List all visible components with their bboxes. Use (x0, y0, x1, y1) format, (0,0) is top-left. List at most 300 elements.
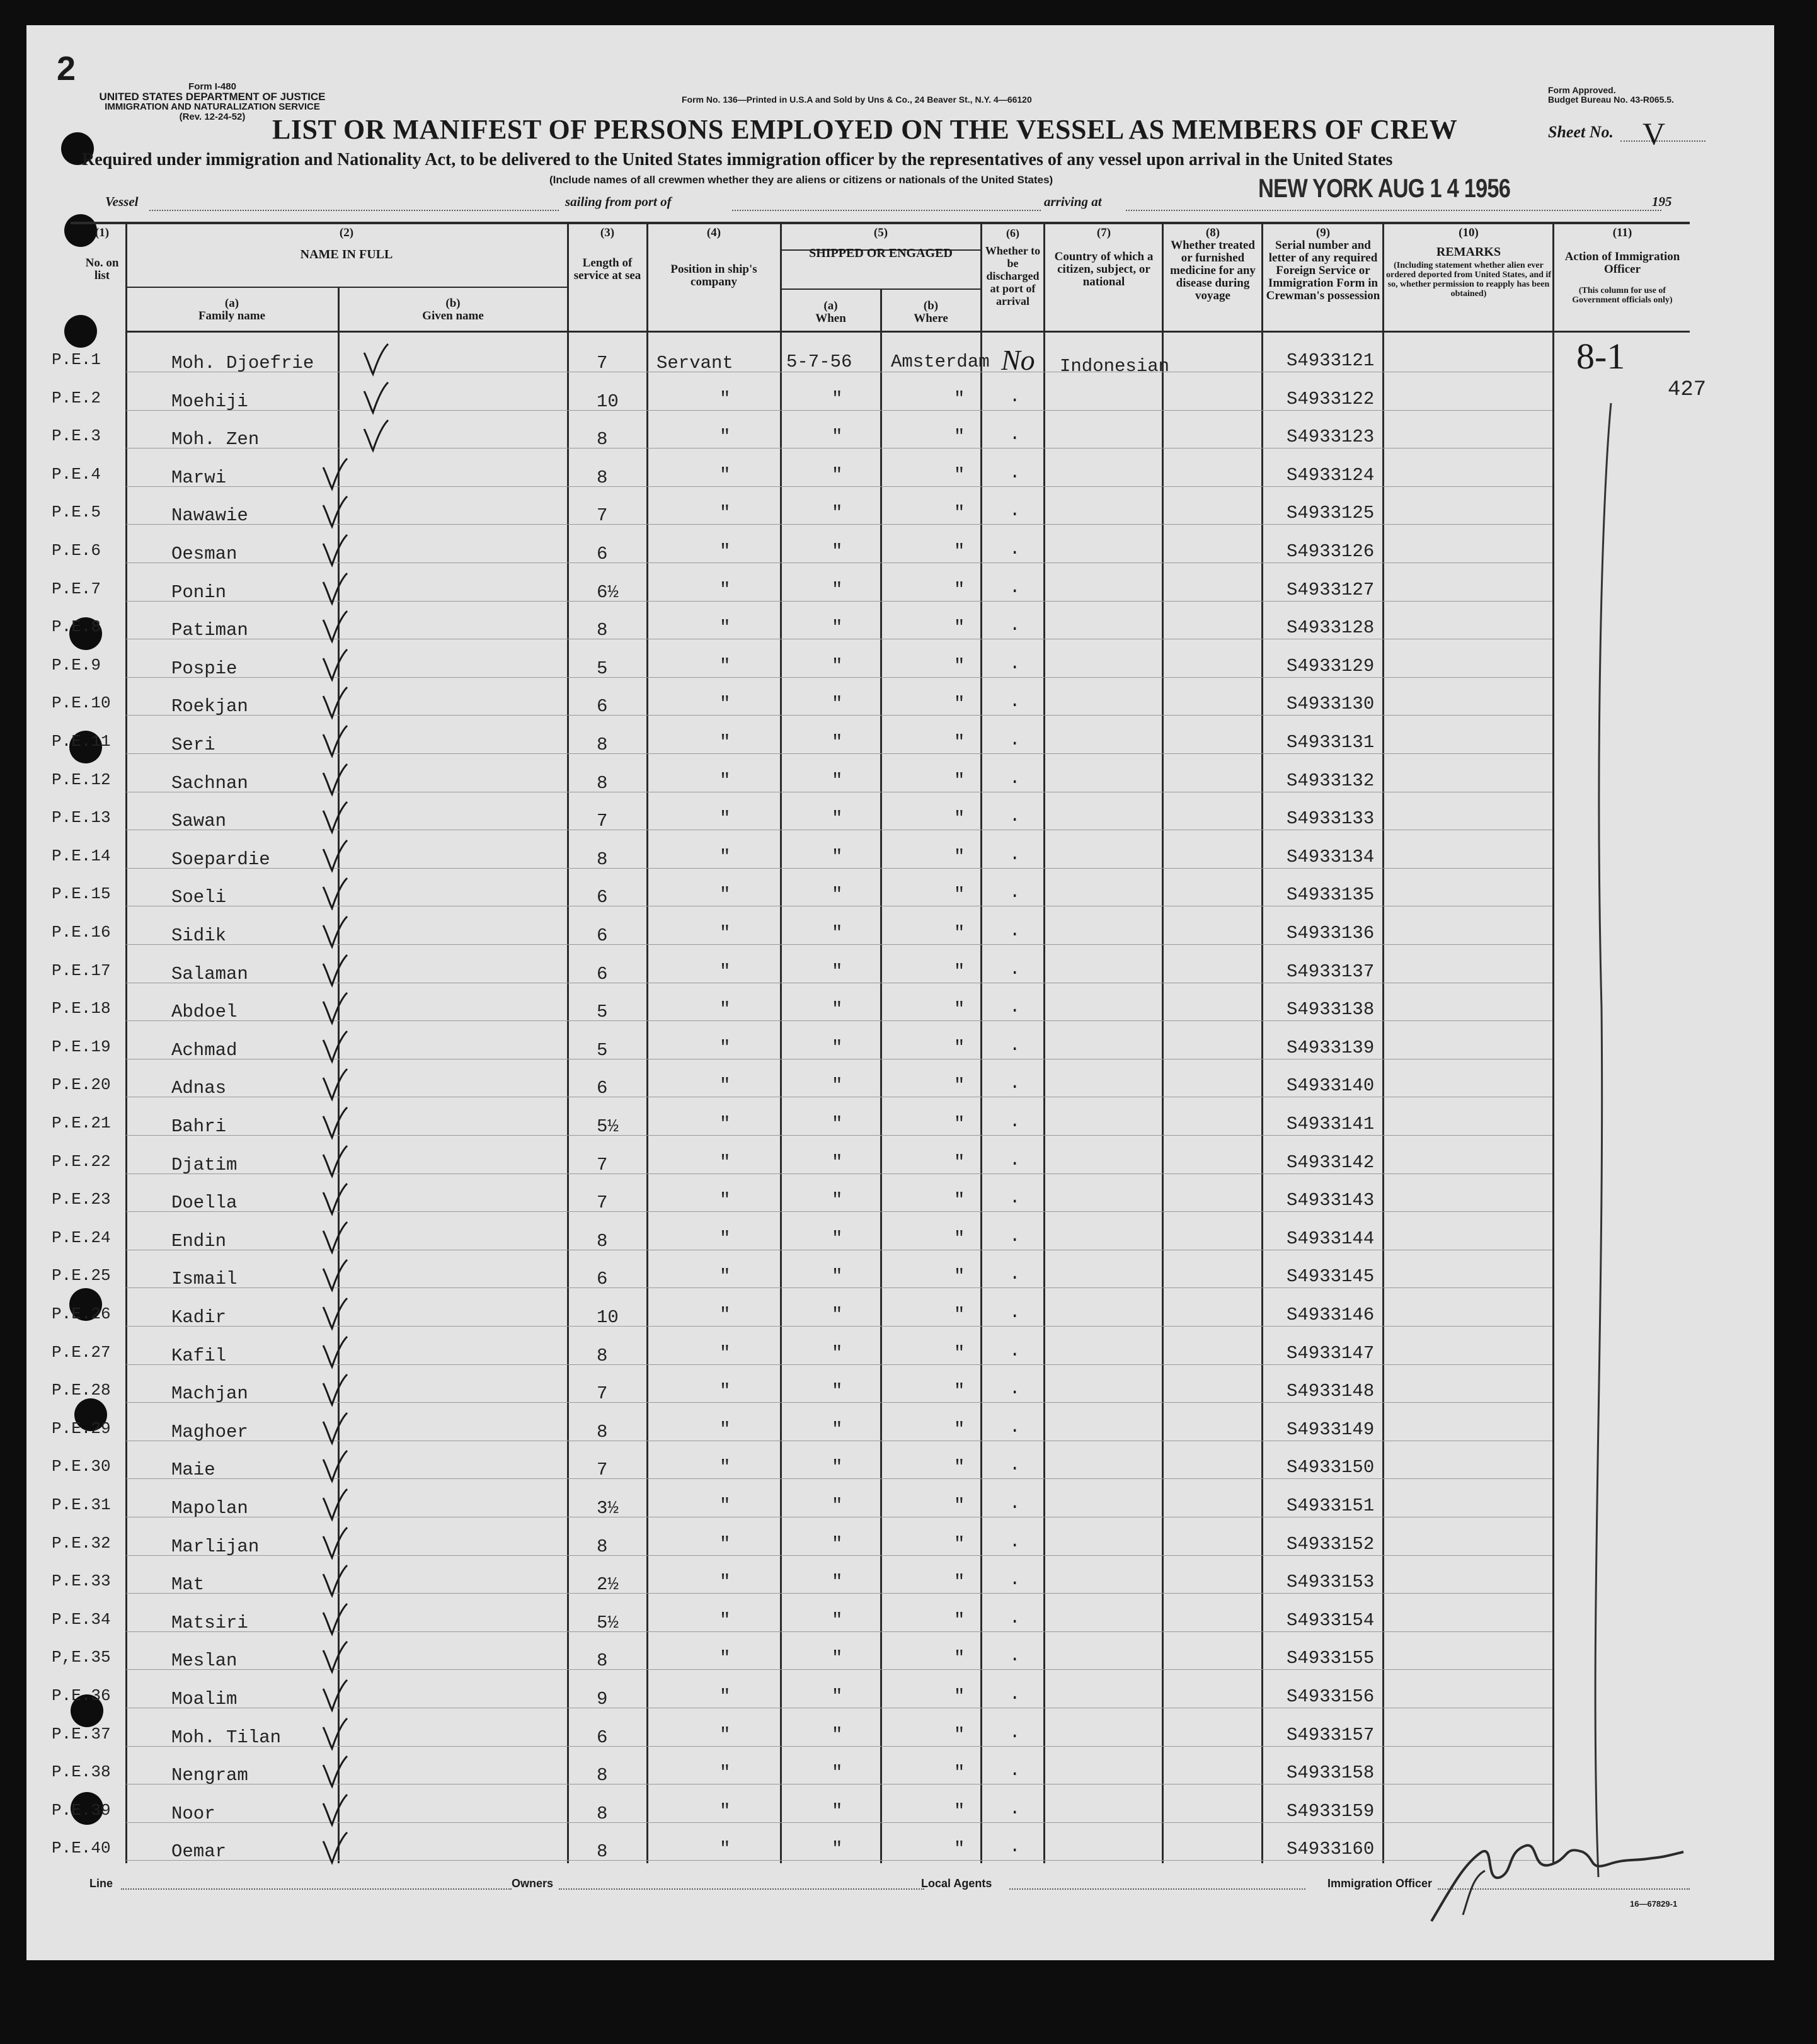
family-name: Achmad (171, 1039, 238, 1061)
where-ditto: " (954, 541, 965, 562)
check-mark-icon (319, 1677, 351, 1715)
discharged-value: No (1001, 344, 1035, 376)
length-of-service: 7 (597, 1383, 608, 1405)
position-ditto: " (719, 1114, 731, 1134)
when-ditto: " (832, 884, 843, 906)
family-name: Oemar (171, 1841, 227, 1863)
position-ditto: " (719, 1495, 731, 1516)
serial-number: S4933131 (1287, 732, 1375, 753)
when-ditto: " (832, 1419, 843, 1440)
col9-header (1264, 227, 1382, 302)
sailing-label: sailing from port of (565, 194, 672, 209)
length-of-service: 6 (597, 1727, 608, 1748)
col9-number: (9) (1315, 226, 1331, 239)
family-name: Mat (171, 1574, 205, 1596)
serial-number: S4933139 (1287, 1037, 1375, 1058)
serial-number: S4933128 (1287, 617, 1375, 639)
family-name: Djatim (171, 1154, 238, 1175)
arriving-label: arriving at (1044, 194, 1102, 209)
family-name: Seri (171, 734, 215, 755)
length-of-service: 9 (597, 1689, 608, 1710)
sheet-number-label (1548, 116, 1666, 151)
family-name: Marwi (171, 467, 227, 488)
when-ditto: " (832, 961, 843, 982)
check-mark-icon (360, 380, 392, 418)
length-of-service: 6 (597, 1078, 608, 1099)
col5a-number: (a) (823, 299, 838, 312)
discharged-tick: · (1009, 580, 1021, 602)
position-ditto: " (719, 1572, 731, 1593)
position-ditto: " (719, 1686, 731, 1707)
col-divider (646, 222, 648, 1863)
position-ditto: " (719, 1151, 731, 1173)
check-mark-icon (319, 532, 351, 570)
length-of-service: 6 (597, 963, 608, 985)
length-of-service: 7 (597, 1192, 608, 1214)
discharged-tick: · (1009, 1611, 1021, 1632)
length-of-service: 7 (597, 505, 608, 527)
check-mark-icon (319, 1487, 351, 1524)
check-mark-icon (319, 494, 351, 532)
manifest-title: LIST OR MANIFEST OF PERSONS EMPLOYED ON THE VESSEL AS MEMBERS OF CREW (272, 114, 1458, 145)
row-number: P.E.18 (52, 999, 111, 1019)
serial-number: S4933152 (1287, 1533, 1375, 1555)
footer-agents-label: Local Agents (921, 1877, 992, 1890)
shipped-where-value: Amsterdam (891, 351, 990, 372)
check-mark-icon (319, 723, 351, 761)
row-number: P.E.11 (52, 732, 111, 751)
position-ditto: " (719, 426, 731, 448)
discharged-tick: · (1009, 465, 1021, 487)
family-name: Matsiri (171, 1612, 248, 1633)
row-number: P.E.38 (52, 1762, 111, 1782)
family-name: Meslan (171, 1650, 238, 1672)
length-of-service: 5 (597, 1002, 608, 1023)
col4-header (649, 227, 779, 288)
when-ditto: " (832, 1228, 843, 1249)
col8-header (1164, 227, 1261, 302)
where-ditto: " (954, 884, 965, 906)
when-ditto: " (832, 1839, 843, 1860)
manifest-sheet (26, 25, 1774, 1960)
check-mark-icon (319, 685, 351, 722)
discharged-tick: · (1009, 1191, 1021, 1213)
where-ditto: " (954, 923, 965, 944)
discharged-tick: · (1009, 542, 1021, 563)
col5a-label: When (815, 312, 846, 325)
when-ditto: " (832, 503, 843, 524)
check-mark-icon (319, 1143, 351, 1181)
where-ditto: " (954, 464, 965, 486)
family-name: Patiman (171, 620, 248, 641)
discharged-tick: · (1009, 1382, 1021, 1403)
serial-number: S4933157 (1287, 1724, 1375, 1745)
row-number: P.E.24 (52, 1228, 111, 1247)
family-name: Adnas (171, 1078, 227, 1099)
discharged-tick: · (1009, 504, 1021, 525)
discharged-tick: · (1009, 1229, 1021, 1250)
serial-number: S4933141 (1287, 1114, 1375, 1134)
check-mark-icon (319, 1830, 351, 1868)
length-of-service: 7 (597, 1154, 608, 1175)
length-of-service: 8 (597, 1650, 608, 1672)
row-number: P.E.29 (52, 1419, 111, 1438)
length-of-service: 10 (597, 391, 619, 412)
check-mark-icon (319, 990, 351, 1028)
where-ditto: " (954, 1495, 965, 1516)
discharged-tick: · (1009, 847, 1021, 869)
when-ditto: " (832, 1533, 843, 1555)
serial-number: S4933133 (1287, 808, 1375, 830)
when-ditto: " (832, 426, 843, 448)
family-name: Sidik (171, 925, 227, 946)
col5-number: (5) (873, 226, 888, 239)
where-ditto: " (954, 1648, 965, 1669)
when-ditto: " (832, 1609, 843, 1631)
position-ditto: " (719, 770, 731, 791)
col2a-header (126, 297, 338, 323)
discharged-tick: · (1009, 1038, 1021, 1059)
family-name: Moalim (171, 1689, 238, 1710)
col6-label: Whether to be discharged at port of arrival (985, 244, 1041, 307)
col1-number: (1) (95, 226, 110, 239)
position-ditto: " (719, 1457, 731, 1478)
position-ditto: " (719, 464, 731, 486)
length-of-service: 5½ (597, 1116, 619, 1137)
where-ditto: " (954, 1342, 965, 1364)
check-mark-icon (319, 1029, 351, 1066)
position-ditto: " (719, 388, 731, 409)
position-ditto: " (719, 1533, 731, 1555)
serial-number: S4933135 (1287, 884, 1375, 906)
budget-bureau-line: Budget Bureau No. 43-R065.5. (1548, 94, 1674, 105)
row-number: P.E.4 (52, 464, 101, 484)
position-ditto: " (719, 999, 731, 1020)
officer-signature (1425, 1827, 1690, 1927)
footer-code: 16—67829-1 (1630, 1899, 1678, 1909)
col4-label: Position in ship's company (670, 263, 757, 288)
check-mark-icon (319, 799, 351, 837)
position-ditto: " (719, 1075, 731, 1097)
col2-label: NAME IN FULL (300, 248, 393, 261)
when-ditto: " (832, 1266, 843, 1287)
service-name: IMMIGRATION AND NATURALIZATION SERVICE (105, 101, 320, 112)
col-divider (1162, 222, 1164, 1863)
position-ditto: " (719, 579, 731, 600)
check-mark-icon (319, 1296, 351, 1333)
serial-number: S4933142 (1287, 1151, 1375, 1173)
row-number: P.E.26 (52, 1305, 111, 1323)
subtitle: Required under immigration and Nationality Act, to be delivered to the United States immigration officer by the representatives of any vessel upon arrival in the United States (82, 150, 1393, 169)
position-ditto: " (719, 961, 731, 982)
when-ditto: " (832, 1190, 843, 1211)
serial-number: S4933151 (1287, 1495, 1375, 1516)
when-ditto: " (832, 732, 843, 753)
row-number: P.E.15 (52, 884, 111, 904)
check-mark-icon (319, 1563, 351, 1601)
length-of-service: 8 (597, 1230, 608, 1252)
where-ditto: " (954, 617, 965, 639)
where-ditto: " (954, 1609, 965, 1631)
serial-number: S4933153 (1287, 1572, 1375, 1593)
check-mark-icon (319, 1410, 351, 1448)
family-name: Moh. Djoefrie (171, 353, 314, 374)
position-ditto: " (719, 846, 731, 867)
when-ditto: " (832, 617, 843, 639)
serial-number: S4933123 (1287, 426, 1375, 448)
check-mark-icon (360, 341, 392, 379)
where-ditto: " (954, 1381, 965, 1402)
row-rule (126, 410, 1552, 411)
position-ditto: " (719, 1037, 731, 1058)
where-ditto: " (954, 732, 965, 753)
check-mark-icon (319, 762, 351, 799)
check-mark-icon (319, 1525, 351, 1563)
where-ditto: " (954, 1114, 965, 1134)
length-of-service: 8 (597, 620, 608, 641)
length-of-service: 6 (597, 544, 608, 564)
when-ditto: " (832, 1495, 843, 1516)
when-ditto: " (832, 1457, 843, 1478)
length-of-service: 6 (597, 696, 608, 717)
col11-header (1555, 227, 1690, 305)
col11-note: (This column for use of Government officials only) (1572, 286, 1673, 305)
row-number: P.E.21 (52, 1114, 111, 1133)
when-ditto: " (832, 694, 843, 715)
when-ditto: " (832, 655, 843, 677)
discharged-tick: · (1009, 1764, 1021, 1785)
col4-number: (4) (706, 226, 721, 239)
where-ditto: " (954, 770, 965, 791)
check-mark-icon (319, 1754, 351, 1791)
col-divider (1043, 222, 1045, 1863)
length-of-service: 8 (597, 848, 608, 870)
serial-number: S4933126 (1287, 541, 1375, 562)
position-ditto: " (719, 1342, 731, 1364)
serial-number: S4933159 (1287, 1800, 1375, 1822)
position-ditto: " (719, 617, 731, 639)
row-number: P.E.22 (52, 1151, 111, 1171)
position-ditto: " (719, 884, 731, 906)
when-ditto: " (832, 1724, 843, 1745)
check-mark-icon (319, 838, 351, 876)
when-ditto: " (832, 1075, 843, 1097)
position-ditto: " (719, 1419, 731, 1440)
length-of-service: 6 (597, 887, 608, 908)
discharged-tick: · (1009, 1306, 1021, 1327)
position-ditto: " (719, 1381, 731, 1402)
where-ditto: " (954, 426, 965, 448)
discharged-tick: · (1009, 809, 1021, 831)
when-ditto: " (832, 1151, 843, 1173)
serial-number: S4933155 (1287, 1648, 1375, 1669)
col10-note: (Including statement whether alien ever ordered deported from United States, and if so, whether permission to reapply has been obtained) (1386, 261, 1551, 299)
position-ditto: " (719, 1228, 731, 1249)
approval-block (1548, 86, 1674, 105)
serial-number: S4933137 (1287, 961, 1375, 982)
discharged-tick: · (1009, 1840, 1021, 1861)
where-ditto: " (954, 846, 965, 867)
col3-number: (3) (600, 226, 615, 239)
where-ditto: " (954, 655, 965, 677)
position-ditto: " (719, 1305, 731, 1325)
family-name: Oesman (171, 544, 238, 564)
officer-note: 427 (1668, 378, 1707, 402)
row-number: P.E.14 (52, 846, 111, 865)
col10-label: REMARKS (1436, 245, 1501, 259)
position-value: Servant (656, 353, 733, 374)
family-name: Doella (171, 1192, 238, 1214)
family-name: Kadir (171, 1307, 227, 1328)
length-of-service: 8 (597, 1345, 608, 1366)
serial-number: S4933132 (1287, 770, 1375, 791)
serial-number: S4933134 (1287, 846, 1375, 867)
length-of-service: 8 (597, 1841, 608, 1863)
when-ditto: " (832, 1800, 843, 1822)
serial-number: S4933138 (1287, 999, 1375, 1020)
discharged-tick: · (1009, 619, 1021, 640)
row-number: P.E.30 (52, 1457, 111, 1476)
row-number: P.E.36 (52, 1686, 111, 1705)
when-ditto: " (832, 1037, 843, 1058)
family-name: Machjan (171, 1383, 248, 1405)
row-number: P.E.25 (52, 1266, 111, 1286)
row-number: P.E.9 (52, 655, 101, 675)
officer-bracket-line (1551, 378, 1627, 1890)
position-ditto: " (719, 1762, 731, 1784)
when-ditto: " (832, 1342, 843, 1364)
length-of-service: 7 (597, 811, 608, 832)
when-ditto: " (832, 541, 843, 562)
where-ditto: " (954, 1839, 965, 1860)
check-mark-icon (319, 1792, 351, 1830)
length-of-service: 8 (597, 1536, 608, 1557)
check-mark-icon (319, 1219, 351, 1257)
family-name: Abdoel (171, 1002, 238, 1023)
length-of-service: 6 (597, 1269, 608, 1290)
col2-header (126, 227, 567, 261)
discharged-tick: · (1009, 733, 1021, 754)
family-name: Endin (171, 1230, 227, 1252)
col6-header (982, 227, 1043, 307)
col1-label: No. on list (85, 256, 119, 282)
length-of-service: 8 (597, 429, 608, 450)
where-ditto: " (954, 1762, 965, 1784)
family-name: Sawan (171, 811, 227, 832)
length-of-service: 8 (597, 772, 608, 794)
position-ditto: " (719, 655, 731, 677)
where-ditto: " (954, 1724, 965, 1745)
discharged-tick: · (1009, 428, 1021, 449)
length-of-service: 5½ (597, 1612, 619, 1633)
when-ditto: " (832, 1572, 843, 1593)
serial-number: S4933127 (1287, 579, 1375, 600)
row-number: P.E.3 (52, 426, 101, 446)
col7-number: (7) (1096, 226, 1111, 239)
family-name: Nawawie (171, 505, 248, 527)
col-divider (567, 222, 569, 1863)
shipped-when-value: 5-7-56 (786, 351, 852, 372)
where-ditto: " (954, 1457, 965, 1478)
when-ditto: " (832, 999, 843, 1020)
check-mark-icon (319, 1372, 351, 1410)
check-mark-icon (319, 952, 351, 990)
family-name: Roekjan (171, 696, 248, 717)
col8-label: Whether treated or furnished medicine for any disease during voyage (1170, 239, 1256, 302)
row-number: P.E.5 (52, 503, 101, 522)
col2a-label: Family name (198, 309, 266, 323)
check-mark-icon (319, 1639, 351, 1677)
arriving-field (1126, 210, 1661, 211)
serial-number: S4933125 (1287, 503, 1375, 524)
position-ditto: " (719, 1648, 731, 1669)
when-ditto: " (832, 1648, 843, 1669)
serial-number: S4933158 (1287, 1762, 1375, 1784)
when-ditto: " (832, 846, 843, 867)
serial-number: S4933150 (1287, 1457, 1375, 1478)
when-ditto: " (832, 1686, 843, 1707)
position-ditto: " (719, 503, 731, 524)
length-of-service: 8 (597, 1765, 608, 1786)
subtitle-note: (Include names of all crewmen whether they are aliens or citizens or nationals of the United States) (549, 174, 1053, 186)
col10-number: (10) (1459, 226, 1479, 239)
length-of-service: 5 (597, 1039, 608, 1061)
row-number: P.E.12 (52, 770, 111, 789)
position-ditto: " (719, 923, 731, 944)
officer-mark: 8-1 (1576, 336, 1625, 377)
arrival-stamp: NEW YORK AUG 1 4 1956 (1258, 173, 1511, 203)
where-ditto: " (954, 503, 965, 524)
vessel-label: Vessel (105, 194, 139, 209)
family-name: Sachnan (171, 772, 248, 794)
family-name: Maie (171, 1459, 215, 1481)
col5-header (781, 227, 980, 260)
footer-agents-field (1009, 1888, 1305, 1890)
discharged-tick: · (1009, 1725, 1021, 1747)
where-ditto: " (954, 579, 965, 600)
row-number: P.E.20 (52, 1075, 111, 1095)
row-number: P.E.1 (52, 350, 101, 369)
footer-owners-field (559, 1888, 924, 1890)
col10-header (1385, 227, 1552, 299)
row-number: P.E.39 (52, 1800, 111, 1820)
serial-number: S4933140 (1287, 1075, 1375, 1097)
row-number: P.E.17 (52, 961, 111, 980)
year-label: 195 (1652, 194, 1672, 209)
serial-number: S4933145 (1287, 1266, 1375, 1287)
discharged-tick: · (1009, 1000, 1021, 1022)
when-ditto: " (832, 923, 843, 944)
serial-number: S4933130 (1287, 694, 1375, 715)
discharged-tick: · (1009, 1573, 1021, 1594)
where-ditto: " (954, 1075, 965, 1097)
length-of-service: 6½ (597, 581, 619, 603)
discharged-tick: · (1009, 695, 1021, 716)
serial-number: S4933147 (1287, 1342, 1375, 1364)
check-mark-icon (319, 571, 351, 608)
where-ditto: " (954, 1305, 965, 1325)
discharged-tick: · (1009, 1153, 1021, 1174)
family-name: Ponin (171, 581, 227, 603)
family-name: Soeli (171, 887, 227, 908)
discharged-tick: · (1009, 1534, 1021, 1556)
where-ditto: " (954, 1572, 965, 1593)
length-of-service: 8 (597, 1803, 608, 1824)
discharged-tick: · (1009, 1687, 1021, 1708)
check-mark-icon (319, 876, 351, 913)
where-ditto: " (954, 1800, 965, 1822)
serial-number: S4933154 (1287, 1609, 1375, 1631)
